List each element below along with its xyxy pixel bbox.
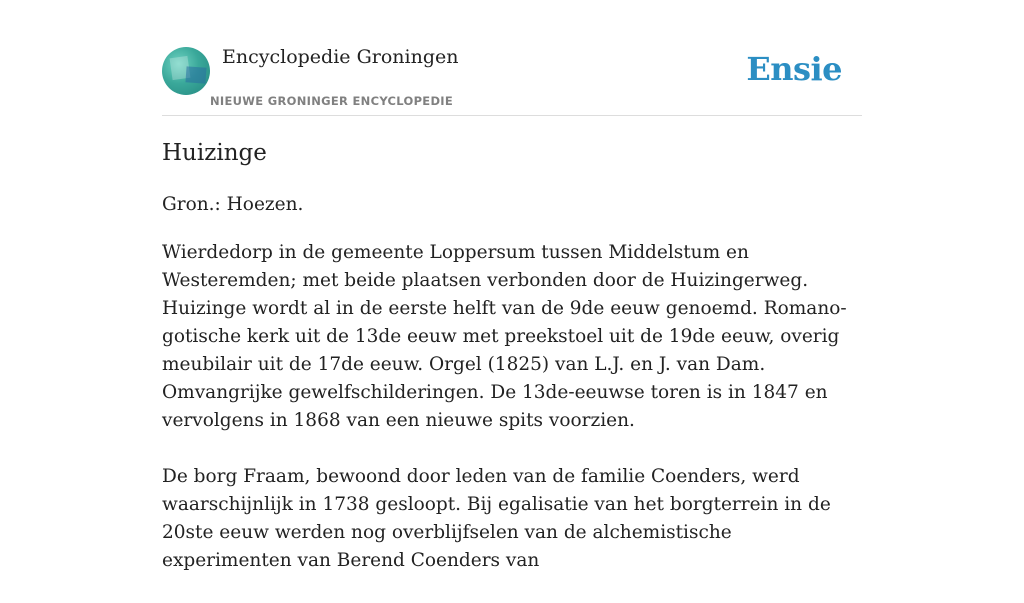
article-title: Huizinge [162, 140, 267, 166]
encyclopedia-logo[interactable] [162, 47, 210, 95]
article-body [162, 239, 862, 603]
page [162, 0, 862, 571]
article-paragraph: De borg Fraam, bewoond door leden van de familie Coenders, werd waarschijnlijk in 1738 gesloopt. Bij egalisatie van het borgterrein in de 20ste eeuw werden nog overblijfselen van de alchemistische experimenten van Berend Coenders van [162, 466, 831, 571]
site-subtitle: NIEUWE GRONINGER ENCYCLOPEDIE [210, 94, 454, 108]
logo-sheet-shape [185, 66, 206, 83]
article-gron-name: Gron.: Hoezen. [162, 194, 304, 215]
article-paragraph: Wierdedorp in de gemeente Loppersum tussen Middelstum en Westeremden; met beide plaatsen verbonden door de Huizingerweg. Huizinge wordt al in de eerste helft van de 9de eeuw genoemd. Romano-gotische kerk uit de 13de eeuw met preekstoel uit de 19de eeuw, overig meubilair uit de 17de eeuw. Orgel (1825) van L.J. en J. van Dam. Omvangrijke gewelfschilderingen. De 13de-eeuwse toren is in 1847 en vervolgens in 1868 van een nieuwe spits voorzien. [162, 242, 847, 431]
site-name-link[interactable]: Encyclopedie Groningen [222, 46, 459, 68]
ensie-brand-logo[interactable]: Ensie [746, 50, 842, 88]
site-header [162, 0, 862, 116]
